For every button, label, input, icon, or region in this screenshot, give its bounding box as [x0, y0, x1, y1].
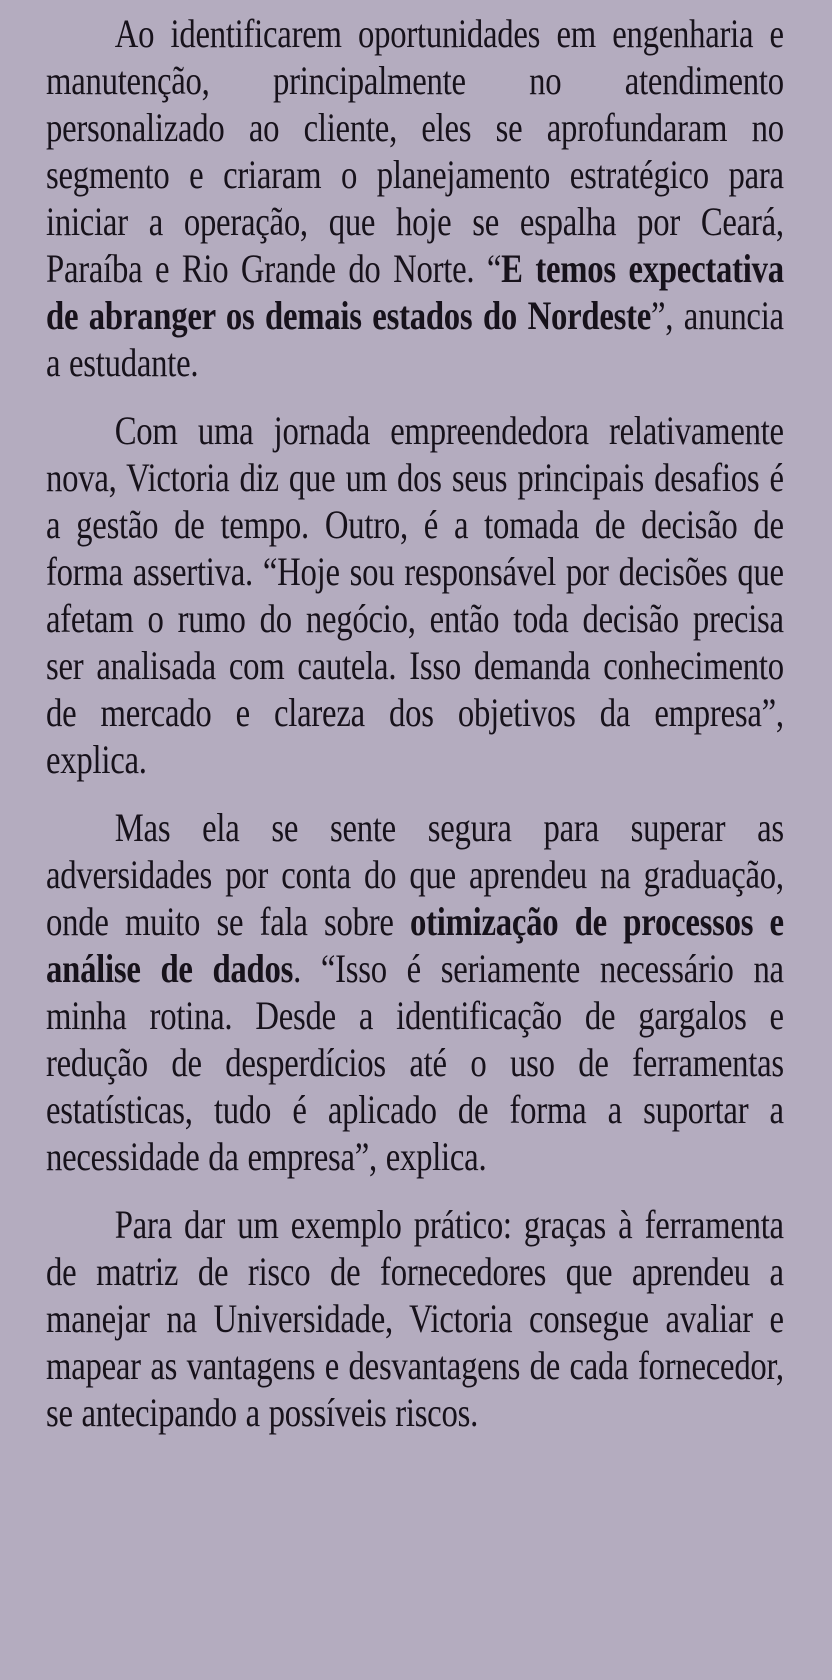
paragraph	[46, 10, 784, 386]
text-segment: ”, anuncia a estudante.	[46, 293, 784, 385]
paragraph	[46, 804, 784, 1180]
paragraph	[46, 1201, 784, 1436]
bold-text-segment: otimização de processos e análise de dados	[46, 899, 784, 991]
text-segment: . “Isso é seriamente necessário na minha rotina. Desde a identificação de gargalos e redução de desperdícios até o uso de ferramentas estatísticas, tudo é aplicado de forma a suportar a necessidade da empresa”, explica.	[46, 946, 784, 1179]
text-segment: Mas ela se sente segura para superar as adversidades por conta do que aprendeu na graduação, onde muito se fala sobre	[46, 805, 784, 944]
bold-text-segment: E temos expectativa de abranger os demais estados do Nordeste	[46, 246, 784, 338]
text-segment: Para dar um exemplo prático: graças à ferramenta de matriz de risco de fornecedores que aprendeu a manejar na Universidade, Victoria consegue avaliar e mapear as vantagens e desvantagens de cada fornecedor, se antecipando a possíveis riscos.	[46, 1202, 784, 1435]
text-segment: Com uma jornada empreendedora relativamente nova, Victoria diz que um dos seus principais desafios é a gestão de tempo. Outro, é a tomada de decisão de forma assertiva. “Hoje sou responsável por decisões que afetam o rumo do negócio, então toda decisão precisa ser analisada com cautela. Isso demanda conhecimento de mercado e clareza dos objetivos da empresa”, explica.	[46, 408, 784, 782]
text-segment: Ao identificarem oportunidades em engenharia e manutenção, principalmente no atendimento personalizado ao cliente, eles se aprofundaram no segmento e criaram o planejamento estratégico para iniciar a operação, que hoje se espalha por Ceará, Paraíba e Rio Grande do Norte. “	[46, 11, 784, 291]
paragraph	[46, 407, 784, 783]
article-body	[46, 10, 784, 1436]
